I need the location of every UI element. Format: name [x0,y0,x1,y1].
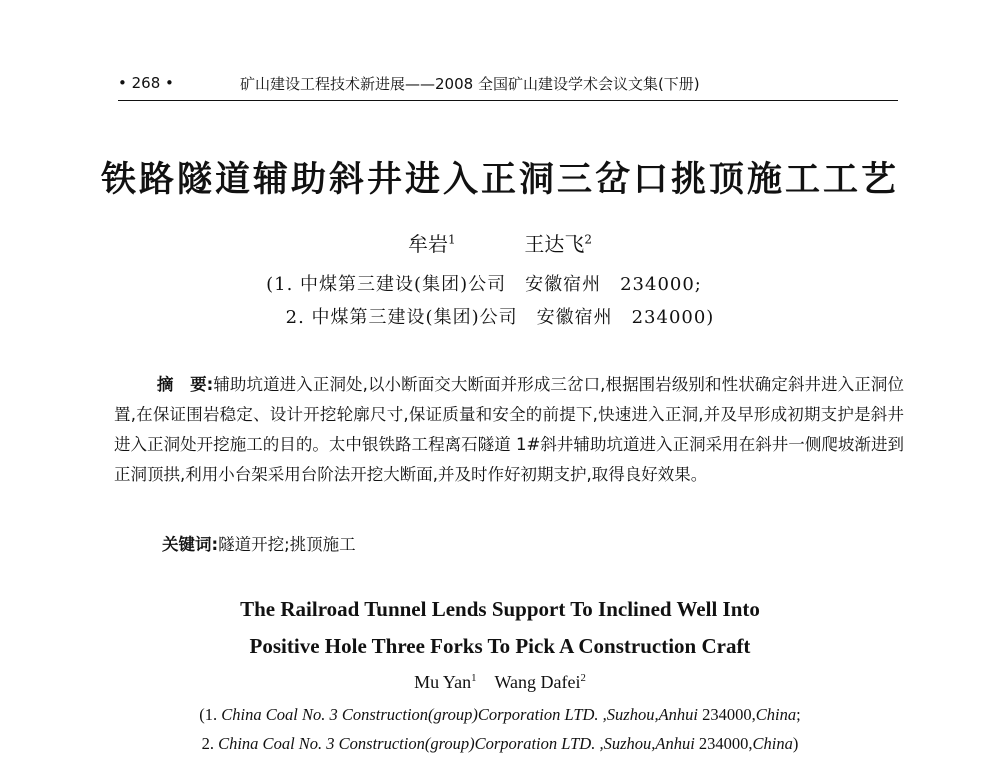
page-number: • 268 • [118,74,174,92]
keywords-text: 隧道开挖;挑顶施工 [218,535,356,554]
affil-country: China [755,705,797,724]
affiliation-2: 2. 中煤第三建设(集团)公司 安徽宿州 234000) [285,307,715,328]
paper-title: 铁路隧道辅助斜井进入正洞三岔口挑顶施工工艺 [100,160,899,200]
english-title-line-1: The Railroad Tunnel Lends Support To Inclined Well Into [240,597,760,621]
abstract [114,370,904,490]
affil-end: ; [796,705,801,724]
affil-postcode: 234000, [694,734,753,753]
affil-postcode: 234000, [698,705,756,724]
affil-prefix: 2. [201,734,219,753]
english-title-line-2: Positive Hole Three Forks To Pick A Construction Craft [249,634,751,658]
affil-prefix: (1. [199,705,222,724]
english-author-affil-mark: 2 [580,672,586,684]
english-author-name: Mu Yan [414,672,472,692]
author-affil-mark: 2 [584,232,592,247]
author-name: 牟岩 [408,232,448,256]
author-name: 王达飞 [524,232,585,256]
abstract-label: 摘 要: [156,375,214,394]
keywords [162,531,356,555]
author-affil-mark: 1 [448,232,456,247]
english-author-name: Wang Dafei [494,672,581,692]
affil-country: China [752,734,793,753]
running-header [118,66,898,101]
abstract-text: 辅助坑道进入正洞处,以小断面交大断面并形成三岔口,根据围岩级别和性状确定斜井进入正洞位置,在保证围岩稳定、设计开挖轮廓尺寸,保证质量和安全的前提下,快速进入正洞,并及早形成初期支护是斜井进入正洞处开挖施工的目的。太中银铁路工程离石隧道 1#斜井辅助坑道进入正洞采用在斜井一侧爬坡渐进到正洞顶拱,利用小台架采用台阶法开挖大断面,并及时作好初期支护,取得良好效果。 [114,375,904,484]
affiliation-1: (1. 中煤第三建设(集团)公司 安徽宿州 234000; [266,274,702,295]
english-author-affil-mark: 1 [471,672,477,684]
journal-title: 矿山建设工程技术新进展——2008 全国矿山建设学术会议文集(下册) [240,74,700,93]
affil-end: ) [792,734,799,753]
keywords-label: 关键词: [162,535,219,554]
english-affiliation-1 [0,705,1000,725]
english-author-list [0,672,1000,693]
affil-org: China Coal No. 3 Construction(group)Corporation LTD. ,Suzhou,Anhui [221,705,698,724]
affil-org: China Coal No. 3 Construction(group)Corporation LTD. ,Suzhou,Anhui [218,734,695,753]
english-affiliation-2 [0,734,1000,754]
author-list [0,228,1000,257]
